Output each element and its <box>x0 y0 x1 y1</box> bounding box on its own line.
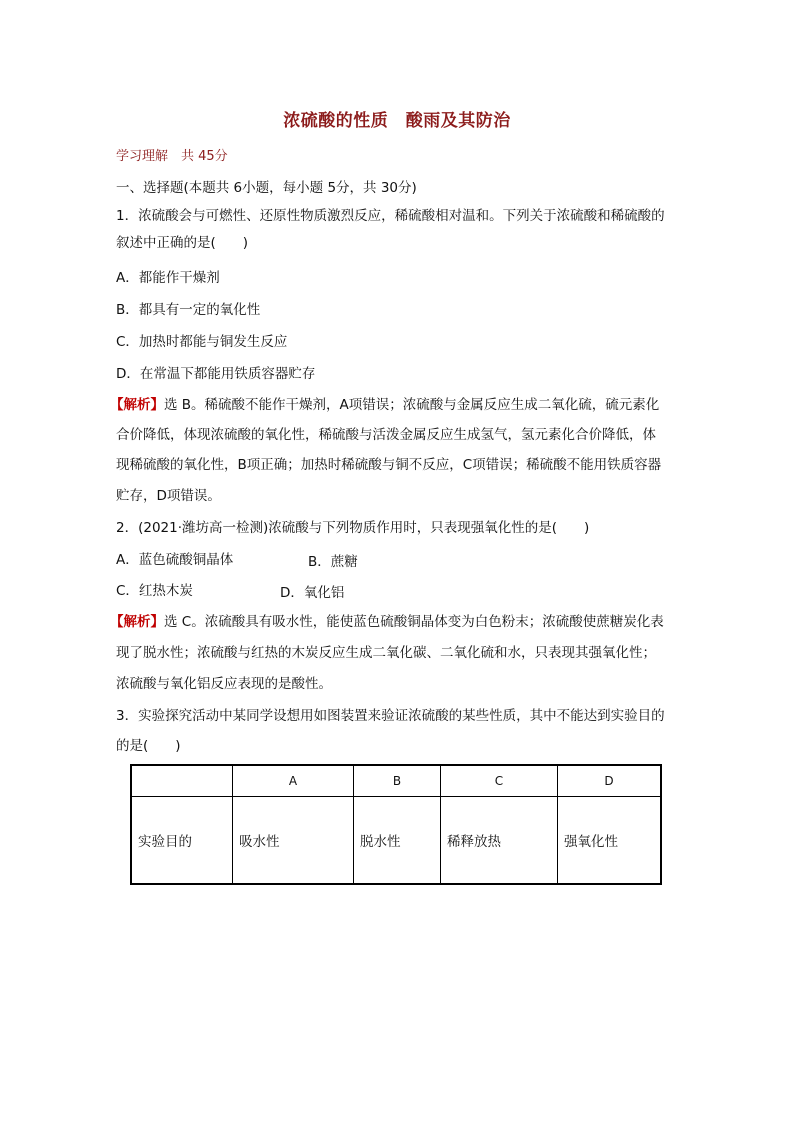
page-title: 浓硫酸的性质 酸雨及其防治 <box>283 111 511 131</box>
q3-stem-line-2: 的是( ) <box>116 738 181 754</box>
q1-analysis-text: 选 B。稀硫酸不能作干燥剂，A项错误；浓硫酸与金属反应生成二氧化硫，硫元素化 <box>164 397 660 413</box>
table-cell-a: 吸水性 <box>233 797 354 885</box>
q1-analysis-line-1 <box>110 395 659 415</box>
q1-analysis-tag: 【解析】 <box>110 397 164 413</box>
table-cell-d: 强氧化性 <box>558 797 662 885</box>
q1-stem-line-2: 叙述中正确的是( ) <box>116 235 249 251</box>
q2-stem: 2．(2021·潍坊高一检测)浓硫酸与下列物质作用时，只表现强氧化性的是( ) <box>116 520 590 536</box>
table-header-cell-a: A <box>233 765 354 797</box>
q1-analysis-line-3: 现稀硫酸的氧化性，B项正确；加热时稀硫酸与铜不反应，C项错误；稀硫酸不能用铁质容器 <box>116 457 662 473</box>
table-cell-c: 稀释放热 <box>441 797 558 885</box>
q1-stem-line-1: 1．浓硫酸会与可燃性、还原性物质激烈反应，稀硫酸相对温和。下列关于浓硫酸和稀硫酸的 <box>116 208 665 224</box>
q2-option-b: B．蔗糖 <box>308 554 358 570</box>
q1-option-a: A．都能作干燥剂 <box>116 270 220 286</box>
table-header-cell-d: D <box>558 765 662 797</box>
q2-analysis-tag: 【解析】 <box>110 614 164 630</box>
q2-analysis-text: 选 C。浓硫酸具有吸水性，能使蓝色硫酸铜晶体变为白色粉末；浓硫酸使蔗糖炭化表 <box>164 614 664 630</box>
table-header-cell-empty <box>131 765 233 797</box>
q3-stem-line-1: 3．实验探究活动中某同学设想用如图装置来验证浓硫酸的某些性质，其中不能达到实验目的 <box>116 708 665 724</box>
q2-option-c: C．红热木炭 <box>116 583 193 599</box>
q1-option-d: D．在常温下都能用铁质容器贮存 <box>116 366 316 382</box>
q2-analysis-line-2: 现了脱水性；浓硫酸与红热的木炭反应生成二氧化碳、二氧化硫和水，只表现其强氧化性； <box>116 645 656 661</box>
q2-option-a: A．蓝色硫酸铜晶体 <box>116 552 234 568</box>
q1-option-b: B．都具有一定的氧化性 <box>116 302 261 318</box>
q1-option-c: C．加热时都能与铜发生反应 <box>116 334 288 350</box>
part-heading: 一、选择题(本题共 6小题，每小题 5分，共 30分) <box>116 180 417 196</box>
table-header-cell-b: B <box>354 765 441 797</box>
q2-option-d: D．氧化铝 <box>280 585 345 601</box>
table-row <box>131 797 661 885</box>
q2-analysis-line-1 <box>110 612 664 632</box>
q1-analysis-line-2: 合价降低，体现浓硫酸的氧化性，稀硫酸与活泼金属反应生成氢气，氢元素化合价降低，体 <box>116 427 656 443</box>
section-heading: 学习理解 共 45分 <box>116 149 228 164</box>
table-header-row <box>131 765 661 797</box>
table-cell-b: 脱水性 <box>354 797 441 885</box>
q3-experiment-table <box>130 764 662 885</box>
q2-analysis-line-3: 浓硫酸与氧化铝反应表现的是酸性。 <box>116 676 332 692</box>
table-header-cell-c: C <box>441 765 558 797</box>
q1-analysis-line-4: 贮存，D项错误。 <box>116 488 221 504</box>
table-row-label: 实验目的 <box>131 797 233 885</box>
